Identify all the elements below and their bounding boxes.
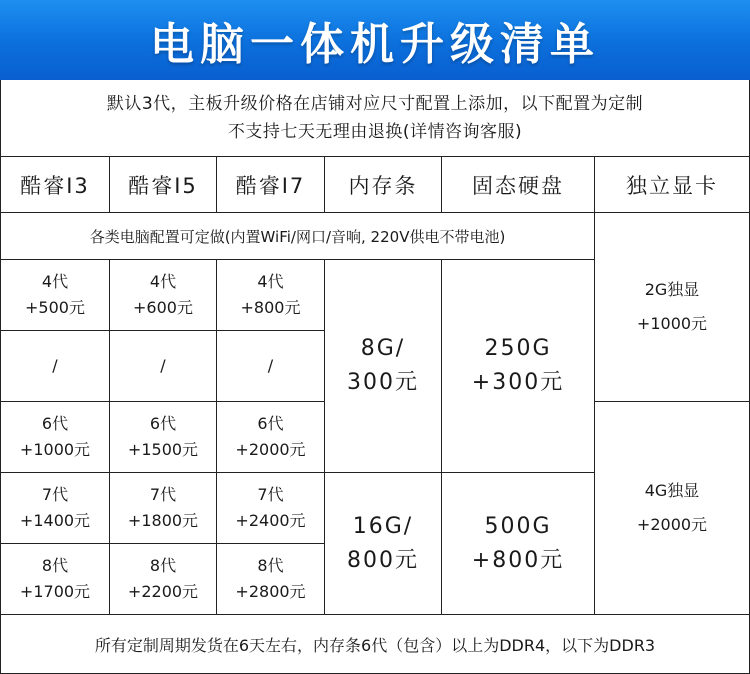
cpu-i7-gen6: 6代 +2000元 bbox=[217, 402, 325, 473]
header-memory: 内存条 bbox=[325, 157, 442, 213]
intro-note-line1: 默认3代，主板升级价格在店铺对应尺寸配置上添加，以下配置为定制 bbox=[106, 94, 644, 114]
title-banner bbox=[0, 0, 750, 80]
cpu-i7-gen4: 4代 +800元 bbox=[217, 260, 325, 331]
memory-8g: 8G/ 300元 bbox=[325, 260, 442, 473]
intro-note-line2: 不支持七天无理由退换(详情咨询客服) bbox=[227, 122, 523, 142]
cpu-i3-gen4: 4代 +500元 bbox=[1, 260, 110, 331]
cpu-i3-gen5: / bbox=[1, 331, 110, 402]
header-i5: 酷睿I5 bbox=[110, 157, 217, 213]
cpu-i7-gen8: 8代 +2800元 bbox=[217, 544, 325, 615]
intro-note bbox=[1, 80, 749, 157]
ssd-250g: 250G +300元 bbox=[442, 260, 595, 473]
cpu-i7-gen7: 7代 +2400元 bbox=[217, 473, 325, 544]
cpu-i3-gen8: 8代 +1700元 bbox=[1, 544, 110, 615]
cpu-i5-gen4: 4代 +600元 bbox=[110, 260, 217, 331]
ssd-500g: 500G +800元 bbox=[442, 473, 595, 615]
cpu-i7-gen5: / bbox=[217, 331, 325, 402]
cpu-i5-gen8: 8代 +2200元 bbox=[110, 544, 217, 615]
cpu-i5-gen6: 6代 +1500元 bbox=[110, 402, 217, 473]
header-ssd: 固态硬盘 bbox=[442, 157, 595, 213]
footer-note: 所有定制周期发货在6天左右，内存条6代（包含）以上为DDR4，以下为DDR3 bbox=[1, 615, 749, 673]
page-title: 电脑一体机升级清单 bbox=[150, 19, 600, 70]
cpu-i5-gen7: 7代 +1800元 bbox=[110, 473, 217, 544]
custom-note: 各类电脑配置可定做(内置WiFi/网口/音响, 220V供电不带电池) bbox=[1, 213, 595, 260]
cpu-i3-gen7: 7代 +1400元 bbox=[1, 473, 110, 544]
cpu-i3-gen6: 6代 +1000元 bbox=[1, 402, 110, 473]
header-gpu: 独立显卡 bbox=[595, 157, 749, 213]
header-i3: 酷睿I3 bbox=[1, 157, 110, 213]
gpu-4g: 4G独显 +2000元 bbox=[595, 402, 749, 615]
memory-16g: 16G/ 800元 bbox=[325, 473, 442, 615]
cpu-i5-gen5: / bbox=[110, 331, 217, 402]
gpu-2g: 2G独显 +1000元 bbox=[595, 213, 749, 402]
upgrade-table bbox=[0, 80, 750, 674]
header-i7: 酷睿I7 bbox=[217, 157, 325, 213]
